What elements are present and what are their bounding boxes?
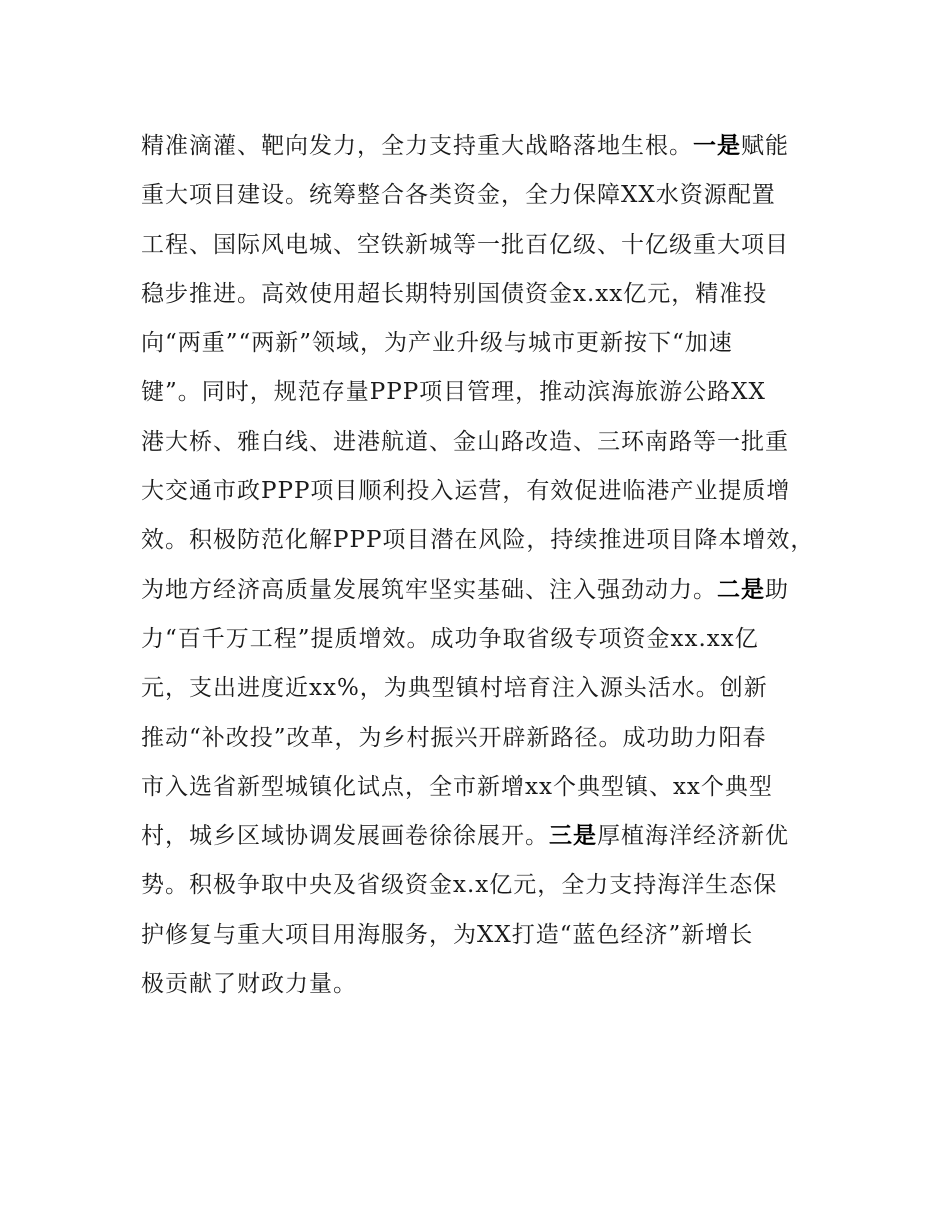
- text-line: [141, 368, 841, 417]
- line-text: 重大项目建设。统筹整合各类资金，全力保障XX水资源配置: [141, 182, 776, 209]
- bold-ordinal: 二是: [717, 576, 765, 603]
- text-line: [141, 221, 841, 270]
- text-line: [141, 911, 841, 960]
- body-paragraph: [141, 122, 841, 1009]
- line-text-after: 厚植海洋经济新优: [597, 823, 789, 850]
- text-line: [141, 516, 841, 565]
- line-text: 精准滴灌、靶向发力，全力支持重大战略落地生根。: [141, 133, 693, 159]
- text-line: [141, 861, 841, 910]
- line-text: 护修复与重大项目用海服务，为XX打造“蓝色经济”新增长: [141, 921, 754, 948]
- text-line: [141, 122, 841, 171]
- text-line: [141, 763, 841, 812]
- line-text: 港大桥、雅白线、进港航道、金山路改造、三环南路等一批重: [141, 428, 789, 455]
- line-text-after: 赋能: [741, 133, 789, 159]
- text-line: [141, 615, 841, 664]
- text-line: [141, 714, 841, 763]
- text-line: [141, 664, 841, 713]
- line-text: 推动“补改投”改革，为乡村振兴开辟新路径。成功助力阳春: [141, 724, 767, 751]
- bold-ordinal: 三是: [549, 823, 597, 850]
- text-line: [141, 171, 841, 220]
- text-line: [141, 467, 841, 516]
- line-text: 力“百千万工程”提质增效。成功争取省级专项资金xx.xx亿: [141, 625, 759, 652]
- bold-ordinal: 一是: [693, 133, 741, 159]
- text-line: [141, 418, 841, 467]
- text-line: [141, 319, 841, 368]
- text-line: [141, 960, 841, 1009]
- line-text-after: 助: [765, 576, 789, 603]
- line-text: 效。积极防范化解PPP项目潜在风险，持续推进项目降本增效，: [141, 527, 815, 554]
- line-text: 势。积极争取中央及省级资金x.x亿元，全力支持海洋生态保: [141, 872, 778, 899]
- line-text: 村，城乡区域协调发展画卷徐徐展开。: [141, 823, 549, 850]
- line-text: 极贡献了财政力量。: [141, 971, 357, 998]
- text-line: [141, 566, 841, 615]
- line-text: 大交通市政PPP项目顺利投入运营，有效促进临港产业提质增: [141, 478, 791, 505]
- line-text: 工程、国际风电城、空铁新城等一批百亿级、十亿级重大项目: [141, 231, 789, 258]
- line-text: 市入选省新型城镇化试点，全市新增xx个典型镇、xx个典型: [141, 773, 773, 800]
- text-line: [141, 812, 841, 861]
- line-text: 元，支出进度近xx%，为典型镇村培育注入源头活水。创新: [141, 675, 768, 702]
- line-text: 向“两重”“两新”领域，为产业升级与城市更新按下“加速: [141, 330, 733, 357]
- line-text: 为地方经济高质量发展筑牢坚实基础、注入强劲动力。: [141, 576, 717, 603]
- text-line: [141, 270, 841, 319]
- line-text: 键”。同时，规范存量PPP项目管理，推动滨海旅游公路XX: [141, 379, 766, 406]
- line-text: 稳步推进。高效使用超长期特别国债资金x.xx亿元，精准投: [141, 280, 768, 307]
